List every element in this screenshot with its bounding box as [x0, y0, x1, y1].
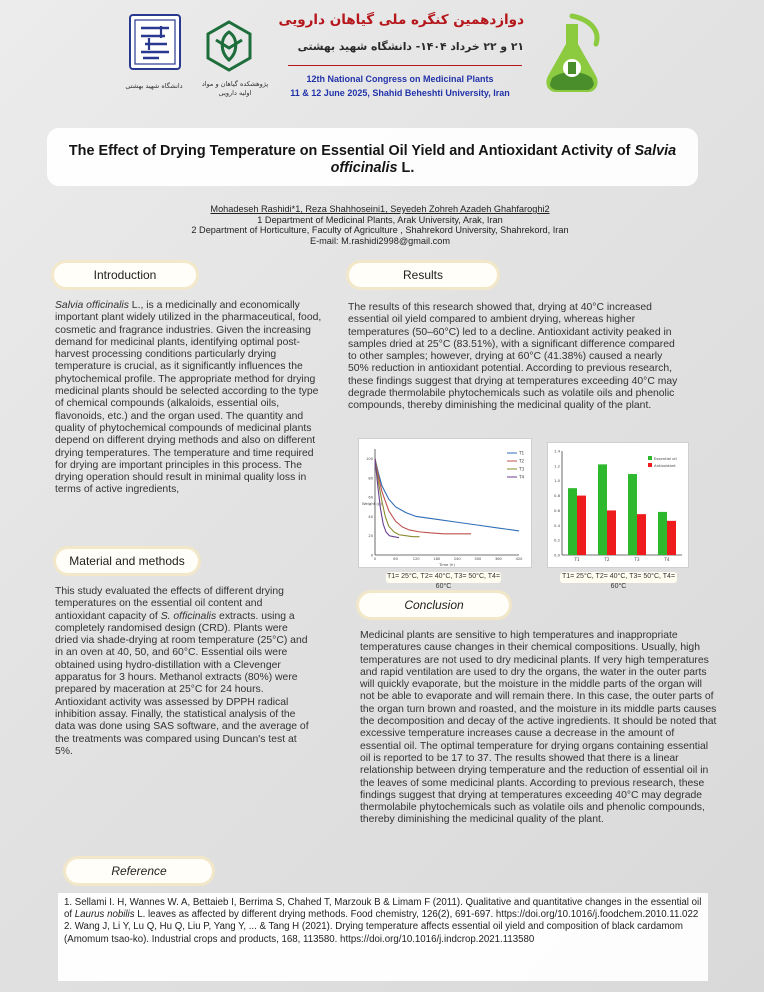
y-tick-label: 80	[368, 476, 373, 481]
x-tick-label: 60	[393, 557, 398, 561]
drying-curve-chart	[358, 438, 532, 568]
x-tick-label: T2	[604, 557, 610, 562]
conclusion-text: Medicinal plants are sensitive to high temperatures and inappropriate temperatures cause changes in their chemical compositions. Usually, high temperatures are not used to dry medicinal plants. If very high temperatures and rapid ventilation are used to dry the organs, the water in the outer parts will quickly evaporate, but the moisture in the middle parts of the organ will not be able to evaporate and will remain there. In this case, the outer parts of the organ turn brown and roasted, and the moisture in its middle parts causes the decomposition and decay of the active ingredients. It should be noted that excessive temperature increases cause a decrease in the amount of essential oil. The optimal temperature for drying organs containing essential oil is reported to be 17 to 37. The results showed that there is a linear relationship between drying temperature and the reduction of essential oil in the leaves of some medicinal plants. According to previous research, these findings suggest that drying at temperatures exceeding 40°C may degrade thermolabile phytochemicals such as volatile oils and phenolic compounds, thereby diminishing the medicinal quality of the plant.	[360, 630, 717, 826]
reference-heading: Reference	[66, 859, 212, 883]
y-axis-label: Weight (g)	[362, 501, 382, 506]
legend-label-0: Essential oil	[654, 456, 677, 461]
y-tick-label: 1.0	[553, 478, 560, 484]
oil-antioxidant-svg	[548, 443, 690, 569]
congress-title-en: 12th National Congress on Medicinal Plants	[306, 74, 494, 84]
methods-heading: Material and methods	[56, 549, 198, 573]
methods-body-1: This study evaluated the effects of different drying temperatures on the essential oil content and antioxidant capacity of	[55, 586, 284, 622]
series-line-T1	[375, 459, 519, 531]
methods-text	[55, 586, 311, 796]
introduction-body: L., is a medicinally and economically important plant widely utilized in the pharmaceutical, food, cosmetic and fragrance industries. Given the increasing demand for medicinal plants, identifying optimal post-harvest processing conditions particularly drying temperature is crucial, as it significantly influences the phytochemical profile. The appropriate method for drying medicinal plants should be selected according to the type of chemical compounds (alkaloids, essential oils, flavonoids, etc.) and the organ used. The quantity and quality of phytochemical compounds of medicinal plants depend on different drying methods and also on different drying temperatures. The temperature and time required for drying are important principles in this process. The drying operation should result in minimal quality loss in terms of active ingredients,	[55, 300, 322, 496]
legend-label-T1: T1	[519, 450, 525, 456]
y-tick-label: 20	[368, 534, 373, 539]
reference-list	[58, 893, 708, 981]
conclusion-heading: Conclusion	[359, 593, 509, 617]
bar-T4-1	[667, 521, 676, 555]
x-tick-label: 0	[373, 557, 377, 561]
legend-swatch-0	[648, 456, 652, 460]
y-tick-label: 40	[368, 514, 373, 519]
reference-item-1	[64, 897, 702, 921]
poster-title	[47, 128, 698, 186]
bar-T2-1	[607, 510, 616, 555]
y-tick-label: 0.2	[553, 537, 560, 543]
congress-logo	[532, 10, 612, 98]
methods-species: S. officinalis	[160, 610, 217, 622]
affiliation-2: 2 Department of Horticulture, Faculty of Agriculture , Shahrekord University, Shahrekord, Iran	[191, 225, 569, 236]
legend-label-T4: T4	[519, 474, 525, 480]
congress-title-fa: دوازدهمین کنگره ملی گیاهان دارویی	[278, 12, 524, 28]
bar-T2-0	[598, 464, 607, 555]
y-tick-label: 0.6	[553, 507, 560, 513]
congress-date-en: 11 & 12 June 2025, Shahid Beheshti University, Iran	[290, 88, 510, 98]
bar-T4-0	[658, 512, 667, 555]
legend-label-T2: T2	[519, 458, 525, 464]
author-names: Mohadeseh Rashidi*1, Reza Shahhoseini1, Seyedeh Zohreh Azadeh Ghahfaroghi2	[210, 204, 550, 214]
institute-logo	[200, 18, 258, 74]
author-block	[120, 204, 640, 246]
x-axis-label: Time (h)	[439, 562, 455, 567]
x-tick-label: T1	[574, 557, 580, 562]
bar-T3-0	[628, 474, 637, 555]
university-logo-caption: دانشگاه شهید بهشتی	[125, 82, 183, 90]
y-tick-label: 0.4	[553, 522, 560, 528]
bar-T3-1	[637, 514, 646, 555]
reference-1-species: Laurus nobilis	[74, 909, 135, 921]
reference-1-part-b: L. leaves as affected by different drying methods. Food chemistry, 126(2), 691-697. https://doi.org/10.1016/j.foodchem.2010.11.022	[134, 909, 699, 921]
x-tick-label: 300	[474, 557, 482, 561]
x-tick-label: 240	[453, 557, 461, 561]
bar-T1-0	[568, 488, 577, 555]
y-tick-label: 0	[370, 553, 373, 558]
drying-curve-svg	[359, 439, 533, 569]
legend-label-T3: T3	[519, 466, 525, 472]
x-tick-label: 120	[412, 557, 420, 561]
affiliation-1: 1 Department of Medicinal Plants, Arak University, Arak, Iran	[257, 214, 503, 225]
header-divider	[288, 65, 522, 66]
author-email: E-mail: M.rashidi2998@gmail.com	[309, 235, 451, 246]
title-main: The Effect of Drying Temperature on Essential Oil Yield and Antioxidant Activity of	[68, 143, 635, 159]
bar-T1-1	[577, 496, 586, 555]
legend-swatch-1	[648, 463, 652, 467]
poster-header	[0, 0, 764, 118]
reference-1-part-a: 1. Sellami I. H, Wannes W. A, Bettaieb I, Berrima S, Chahed T, Marzouk B & Limam F (2011). Qualitative and quantitative changes in the essential oil of	[64, 897, 702, 921]
title-suffix: L.	[397, 159, 415, 176]
title-species: Salvia officinalis	[330, 143, 677, 176]
introduction-species: Salvia officinalis	[55, 300, 129, 311]
y-tick-label: 0.0	[553, 552, 560, 558]
drying-curve-caption: T1= 25°C, T2= 40°C, T3= 50°C, T4= 60°C	[386, 573, 501, 590]
x-tick-label: 420	[515, 557, 523, 561]
legend-label-1: Antioxidant	[654, 463, 676, 468]
introduction-text	[55, 300, 323, 540]
y-tick-label: 1.4	[553, 448, 560, 454]
x-tick-label: T4	[664, 557, 670, 562]
methods-body-2: extracts. using a completely randomised design (CRD). Plants were dried via shade-drying at room temperature (25°C) and in an oven at 40, 50, and 60°C. Essential oils were obtained using hydro-distillation with a Clevenger apparatus for 3 hours. Methanol extracts (80%) were prepared by maceration at 25°C for 24 hours. Antioxidant activity was assessed by DPPH radical inhibition assay. Finally, the statistical analysis of the data was done using SAS software, and the average of the treatments was compared using Duncan's test at 5%.	[55, 610, 309, 757]
university-logo-icon	[131, 16, 179, 68]
y-tick-label: 60	[368, 495, 373, 500]
institute-logo-caption: پژوهشکده گیاهان و مواد اولیه دارویی	[201, 80, 269, 97]
x-tick-label: T3	[634, 557, 640, 562]
university-logo	[129, 14, 181, 70]
series-line-T4	[375, 459, 399, 538]
oil-antioxidant-chart	[547, 442, 689, 568]
congress-date-fa: ۲۱ و ۲۲ خرداد ۱۴۰۴- دانشگاه شهید بهشتی	[297, 40, 524, 53]
y-tick-label: 100	[366, 457, 373, 462]
oil-antioxidant-caption: T1= 25°C, T2= 40°C, T3= 50°C, T4= 60°C	[561, 573, 676, 590]
results-text: The results of this research showed that, drying at 40°C increased essential oil yield compared to ambient drying, whereas higher temperatures (50–60°C) led to a decline. Antioxidant activity peaked in samples dried at 25°C (83.51%), with a significant difference compared to other samples; however, drying at 60°C (41.38%) caused a nearly 50% reduction in antioxidant potential. According to previous research, these findings suggest that drying at temperatures exceeding 40°C may degrade thermolabile phytochemicals such as volatile oils and phenolic compounds, thereby diminishing the medicinal quality of the plant.	[348, 302, 678, 412]
x-tick-label: 360	[494, 557, 502, 561]
results-heading: Results	[349, 263, 497, 287]
y-tick-label: 0.8	[553, 493, 560, 499]
series-line-T3	[375, 459, 420, 537]
reference-item-2: 2. Wang J, Li Y, Lu Q, Hu Q, Liu P, Yang Y, ... & Tang H (2021). Drying temperature affects essential oil yield and composition of black cardamom (Amomum tsao-ko). Industrial crops and products, 168, 113580. https://doi.org/10.1016/j.indcrop.2021.113580	[64, 921, 683, 945]
introduction-heading: Introduction	[54, 263, 196, 287]
institute-logo-icon	[200, 18, 258, 74]
flask-logo-icon	[532, 10, 612, 98]
x-tick-label: 180	[433, 557, 441, 561]
y-tick-label: 1.2	[553, 463, 560, 469]
